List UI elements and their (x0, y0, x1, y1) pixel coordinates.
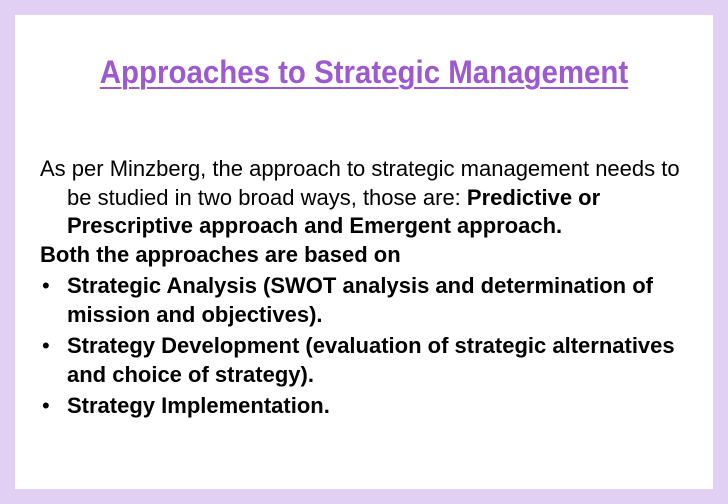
lead-line: Both the approaches are based on (40, 241, 401, 267)
bullet-icon: • (42, 273, 50, 298)
slide-body (40, 155, 700, 421)
bullet-text: Strategy Implementation. (67, 393, 330, 418)
intro-paragraph (40, 155, 700, 241)
bullet-icon: • (42, 393, 50, 418)
list-item (40, 272, 700, 329)
bullet-icon: • (42, 333, 50, 358)
intro-emphasis: Predictive or Prescriptive approach and Emergent approach. (67, 184, 601, 238)
list-item (40, 332, 700, 389)
slide (15, 15, 713, 489)
slide-title: Approaches to Strategic Management (99, 54, 629, 90)
bullet-text: Strategy Development (evaluation of strategic alternatives and choice of strategy). (67, 333, 675, 387)
bullet-list (40, 272, 700, 421)
bullet-text: Strategic Analysis (SWOT analysis and determination of mission and objectives). (67, 273, 653, 327)
list-item (40, 392, 700, 421)
intro-text: As per Minzberg, the approach to strategic management needs to be studied in two broad ways, those are: (40, 156, 680, 210)
